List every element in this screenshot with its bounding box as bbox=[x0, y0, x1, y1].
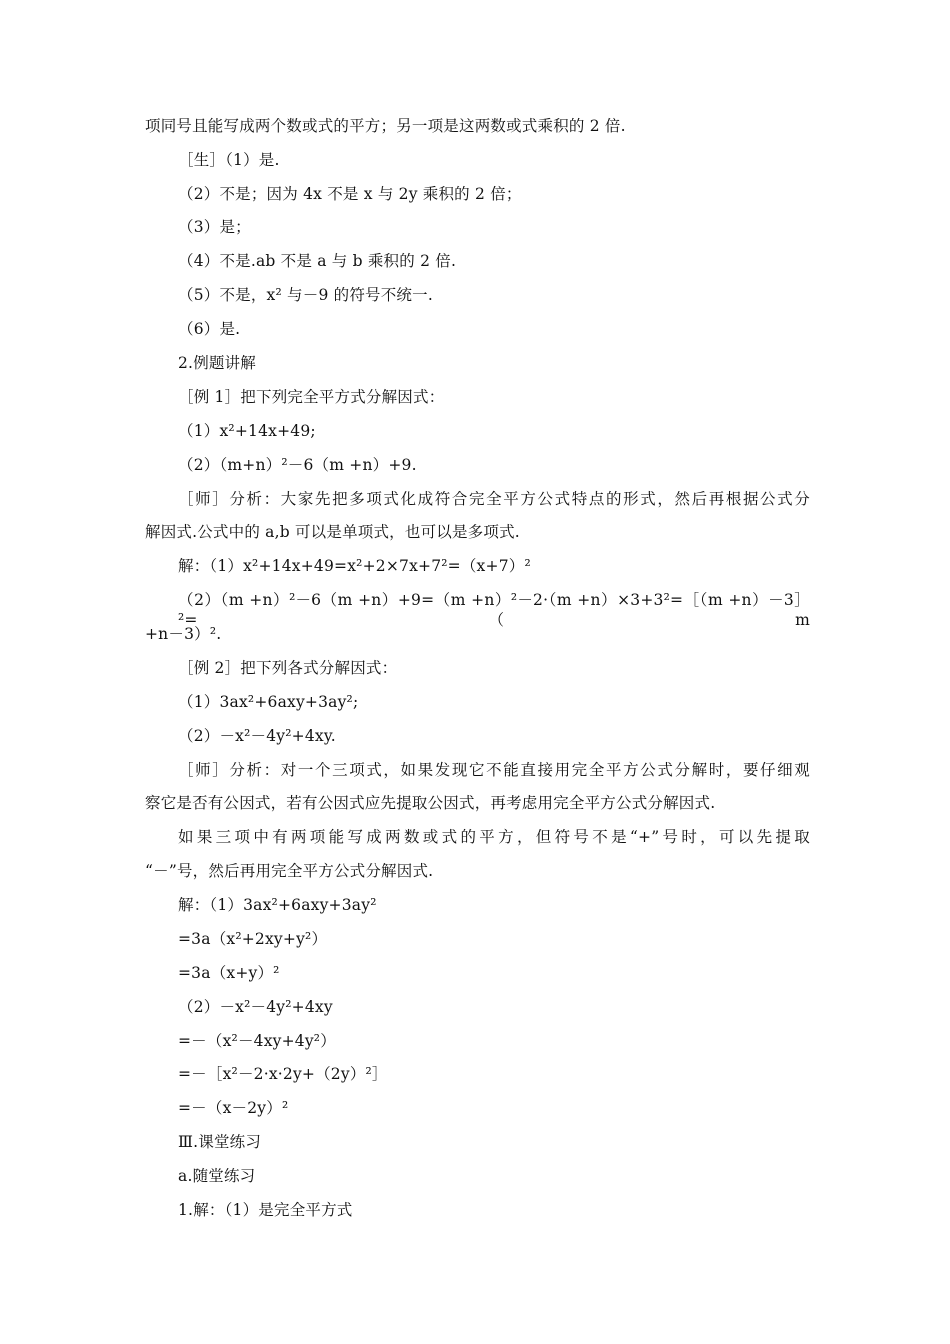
example-heading: ［例 1］把下列完全平方式分解因式： bbox=[178, 388, 445, 406]
text-line: ［生］（1）是. bbox=[178, 151, 280, 169]
text-line: 1.解：（1）是完全平方式 bbox=[178, 1201, 353, 1219]
text-line: ［师］分析：大家先把多项式化成符合完全平方公式特点的形式，然后再根据公式分 bbox=[178, 490, 810, 508]
text-line: ［师］分析：对一个三项式，如果发现它不能直接用完全平方公式分解时，要仔细观 bbox=[178, 761, 810, 779]
text-line: “－”号，然后再用完全平方公式分解因式. bbox=[145, 862, 434, 880]
section-heading: 2.例题讲解 bbox=[178, 354, 256, 372]
text-line: 解：（1）3ax²+6axy+3ay² bbox=[178, 896, 377, 914]
text-line: （2）－x²－4y²+4xy. bbox=[178, 727, 336, 745]
text-line: =－［x²－2·x·2y+（2y）²］ bbox=[178, 1065, 388, 1083]
example-heading: ［例 2］把下列各式分解因式： bbox=[178, 659, 398, 677]
text-line: （6）是. bbox=[178, 320, 241, 338]
text-line: （2）不是；因为 4x 不是 x 与 2y 乘积的 2 倍； bbox=[178, 185, 522, 203]
text-line: =－（x－2y）² bbox=[178, 1099, 289, 1117]
section-heading: Ⅲ.课堂练习 bbox=[178, 1133, 262, 1151]
text-line: =3a（x+y）² bbox=[178, 964, 280, 982]
text-line: （2）（m +n）²－6（m +n）+9=（m +n）²－2·（m +n）×3+3²=［（m +n）－3］²=（m bbox=[178, 591, 810, 629]
text-line: （1）3ax²+6axy+3ay²; bbox=[178, 693, 359, 711]
text-line: （4）不是.ab 不是 a 与 b 乘积的 2 倍. bbox=[178, 252, 457, 270]
text-line: （2）（m+n）²－6（m +n）+9. bbox=[178, 456, 417, 474]
text-line: 如果三项中有两项能写成两数或式的平方，但符号不是“+”号时，可以先提取 bbox=[178, 828, 810, 846]
text-line: 解因式.公式中的 a,b 可以是单项式，也可以是多项式. bbox=[145, 523, 520, 541]
text-line: +n－3）². bbox=[145, 625, 222, 643]
text-line: （5）不是，x² 与－9 的符号不统一. bbox=[178, 286, 433, 304]
subsection-heading: a.随堂练习 bbox=[178, 1167, 256, 1185]
text-line: 察它是否有公因式，若有公因式应先提取公因式，再考虑用完全平方公式分解因式. bbox=[145, 794, 716, 812]
text-line: 项同号且能写成两个数或式的平方；另一项是这两数或式乘积的 2 倍. bbox=[145, 117, 626, 135]
text-line: （2）－x²－4y²+4xy bbox=[178, 998, 333, 1016]
text-line: （1）x²+14x+49; bbox=[178, 422, 316, 440]
text-line: =3a（x²+2xy+y²） bbox=[178, 930, 328, 948]
text-line: =－（x²－4xy+4y²） bbox=[178, 1032, 336, 1050]
text-line: 解：（1）x²+14x+49=x²+2×7x+7²=（x+7）² bbox=[178, 557, 531, 575]
text-line: （3）是； bbox=[178, 218, 251, 236]
